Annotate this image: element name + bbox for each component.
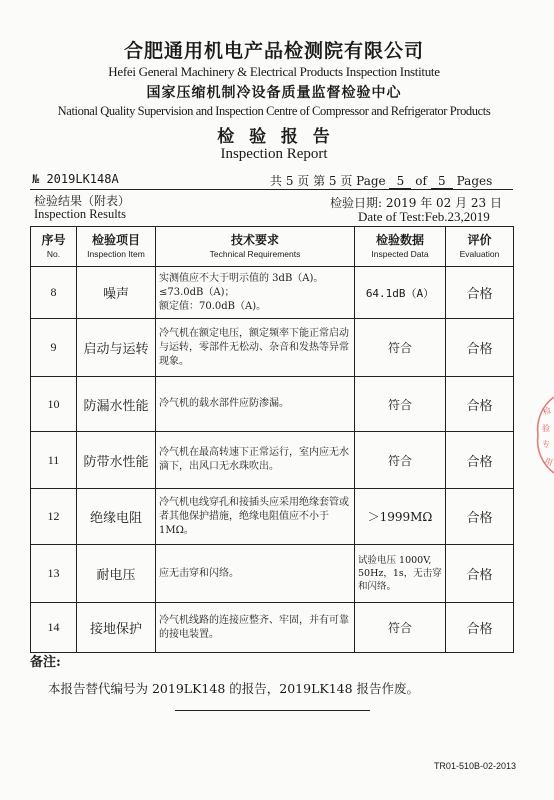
results-label-en: Inspection Results — [34, 207, 127, 221]
row-evaluation: 合格 — [446, 603, 514, 653]
row-data: 试验电压 1000V, 50Hz，1s，无击穿和闪络。 — [355, 545, 446, 603]
svg-text:验: 验 — [542, 424, 550, 433]
company-name-en: Hefei General Machinery & Electrical Products Inspection Institute — [108, 64, 440, 79]
row-item: 接地保护 — [77, 603, 156, 653]
table-row — [31, 432, 514, 489]
table-row — [31, 267, 514, 319]
center-name-en: National Quality Supervision and Inspection Centre of Compressor and Refrigerator Products — [57, 104, 491, 118]
col-header-requirements: 技术要求 Technical Requirements — [156, 227, 355, 267]
row-requirement: 冷气机在额定电压，额定频率下能正常启动与运转，零部件无松动、杂音和发热等异常现象。 — [156, 319, 355, 377]
row-evaluation: 合格 — [446, 432, 514, 489]
row-requirement: 冷气机线路的连接应整齐、牢固，并有可靠的接电装置。 — [156, 603, 355, 653]
row-evaluation: 合格 — [446, 267, 514, 319]
header-rule — [30, 189, 513, 190]
notes-end-rule — [175, 710, 370, 711]
row-evaluation: 合格 — [446, 319, 514, 377]
results-table — [30, 226, 514, 653]
row-data: 符合 — [355, 319, 446, 377]
row-requirement: 冷气机在最高转速下正常运行，室内应无水滴下，出风口无水珠吹出。 — [156, 432, 355, 489]
row-requirement: 应无击穿和闪络。 — [156, 545, 355, 603]
report-title-en: Inspection Report — [220, 146, 328, 162]
table-row — [31, 319, 514, 377]
test-date-cn: 检验日期: 2019 年 02 月 23 日 — [330, 196, 503, 210]
page-info-label: 共 5 页 第 5 页 Page — [270, 174, 386, 188]
test-date-en: Date of Test:Feb.23,2019 — [358, 209, 490, 224]
report-number: № 2019LK148A — [32, 172, 119, 186]
notes-label: 备注: — [30, 655, 61, 670]
row-item: 耐电压 — [77, 545, 156, 603]
row-data: 64.1dB（A） — [355, 267, 446, 319]
row-data: 符合 — [355, 603, 446, 653]
row-no: 14 — [31, 603, 77, 653]
col-header-item: 检验项目 Inspection Item — [77, 227, 156, 267]
table-row — [31, 489, 514, 545]
center-name-cn: 国家压缩机制冷设备质量监督检验中心 — [146, 85, 402, 101]
row-requirement: 冷气机电线穿孔和接插头应采用绝缘套管或者其他保护措施，绝缘电阻值应不小于1MΩ。 — [156, 489, 355, 545]
report-title-cn: 检 验 报 告 — [217, 127, 331, 147]
row-evaluation: 合格 — [446, 489, 514, 545]
row-no: 11 — [31, 432, 77, 489]
table-row — [31, 603, 514, 653]
row-requirement: 冷气机的载水部件应防渗漏。 — [156, 377, 355, 432]
row-data: ＞1999MΩ — [355, 489, 446, 545]
row-no: 10 — [31, 377, 77, 432]
page-of: of — [415, 174, 427, 188]
company-name-cn: 合肥通用机电产品检测院有限公司 — [123, 40, 424, 62]
row-requirement: 实测值应不大于明示值的 3dB（A)。 ≤73.0dB（A)； 额定值：70.0dB（A)。 — [156, 267, 355, 319]
row-no: 12 — [31, 489, 77, 545]
col-header-data: 检验数据 Inspected Data — [355, 227, 446, 267]
row-item: 启动与运转 — [77, 319, 156, 377]
page-info — [270, 172, 492, 189]
row-data: 符合 — [355, 432, 446, 489]
row-data: 符合 — [355, 377, 446, 432]
row-no: 13 — [31, 545, 77, 603]
row-item: 绝缘电阻 — [77, 489, 156, 545]
seal-stamp — [532, 395, 554, 475]
notes-text: 本报告替代编号为 2019LK148 的报告，2019LK148 报告作废。 — [48, 681, 420, 696]
col-header-no: 序号 No. — [31, 227, 77, 267]
svg-text:用: 用 — [543, 456, 554, 468]
svg-text:检: 检 — [541, 405, 553, 417]
row-item: 噪声 — [77, 267, 156, 319]
page-suffix: Pages — [456, 174, 493, 188]
row-no: 8 — [31, 267, 77, 319]
page-current: 5 — [389, 174, 411, 189]
row-item: 防漏水性能 — [77, 377, 156, 432]
form-code: TR01-510B-02-2013 — [433, 761, 516, 771]
col-header-evaluation: 评价 Evaluation — [446, 227, 514, 267]
table-header-row — [31, 227, 514, 267]
page-total: 5 — [431, 174, 453, 189]
row-evaluation: 合格 — [446, 545, 514, 603]
table-row — [31, 545, 514, 603]
row-evaluation: 合格 — [446, 377, 514, 432]
svg-text:专: 专 — [542, 440, 550, 449]
row-no: 9 — [31, 319, 77, 377]
row-item: 防带水性能 — [77, 432, 156, 489]
table-row — [31, 377, 514, 432]
results-label-cn: 检验结果（附表） — [34, 194, 131, 208]
